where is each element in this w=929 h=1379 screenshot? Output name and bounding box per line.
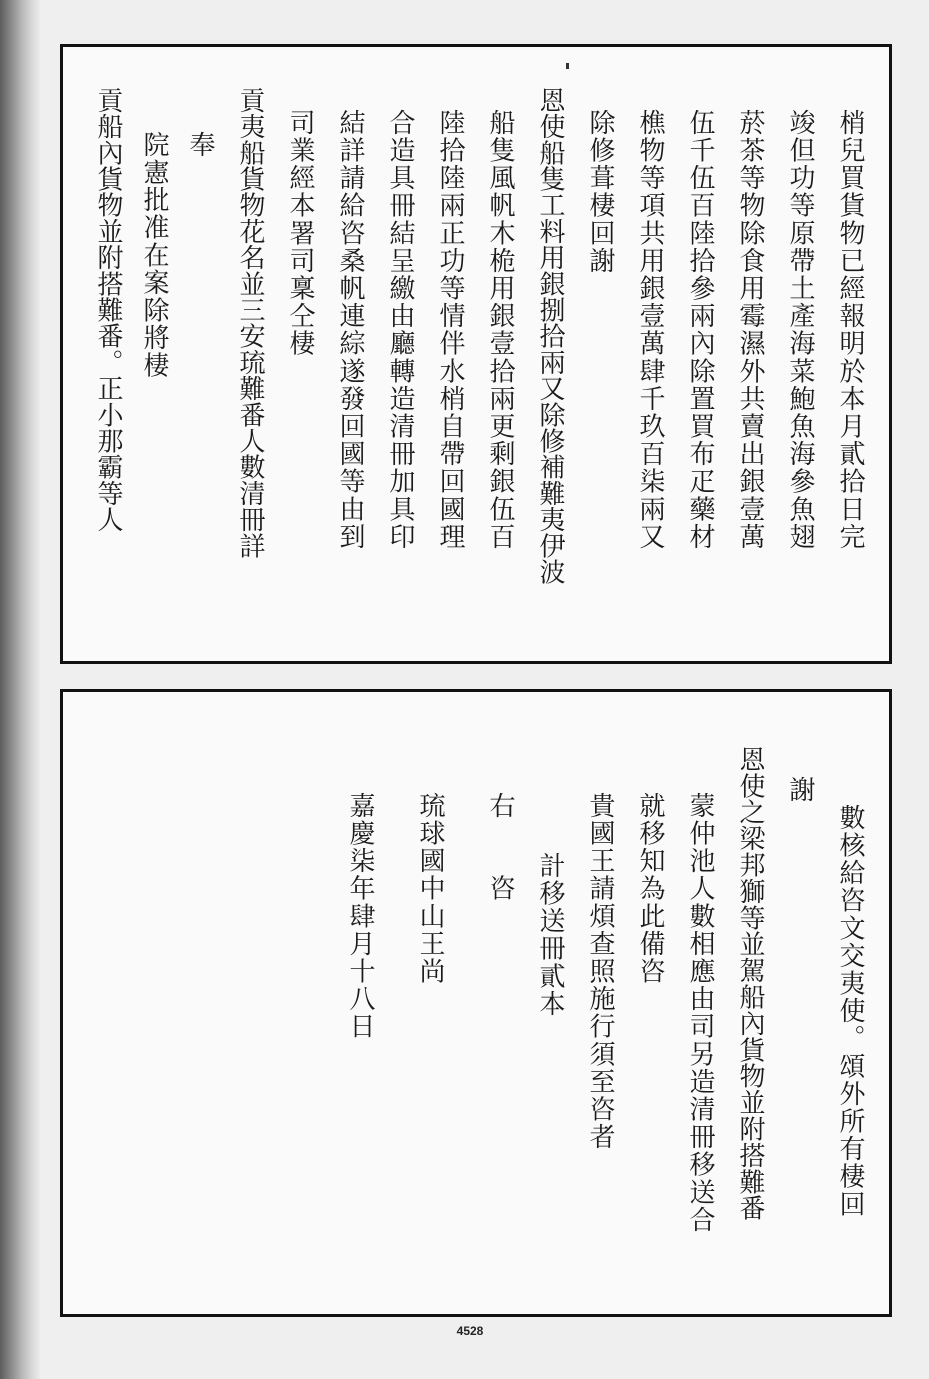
text-column: 恩使之梁邦獅等並駕船內貨物並附搭難番 bbox=[735, 746, 765, 1222]
text-column: 伍千伍百陸拾參兩內除置買布疋藥材 bbox=[685, 109, 715, 551]
text-column: 貴國王請煩查照施行須至咨者 bbox=[585, 792, 615, 1151]
document-panel-bottom bbox=[60, 689, 892, 1317]
text-column: 院憲批准在案除將棲 bbox=[139, 131, 169, 380]
text-column: 結詳請給咨桑帆連綜遂發回國等由到 bbox=[335, 109, 365, 551]
text-column: 陸拾陸兩正功等情伴水梢自帶回國理 bbox=[435, 109, 465, 551]
text-column: 就移知為此備咨 bbox=[635, 792, 665, 986]
text-column: 奉 bbox=[185, 131, 215, 159]
text-column: 右 咨 bbox=[485, 792, 515, 903]
text-columns-top bbox=[63, 47, 889, 661]
text-column: 樵物等項共用銀壹萬肆千玖百柒兩又 bbox=[635, 109, 665, 551]
text-column: 梢兒買貨物已經報明於本月貳拾日完 bbox=[835, 109, 865, 551]
text-columns-bottom bbox=[63, 692, 889, 1314]
text-column: 合造具冊結呈繳由廳轉造清冊加具印 bbox=[385, 109, 415, 551]
text-column: 恩使船隻工料用銀捌拾兩又除修補難夷伊波 bbox=[535, 87, 565, 585]
ink-speck bbox=[566, 63, 569, 69]
text-column: 竣但功等原帶土產海菜鮑魚海參魚翅 bbox=[785, 109, 815, 551]
page-number: 4528 bbox=[456, 1324, 484, 1338]
text-column: 數核給咨文交夷使。頌外所有棲回 bbox=[835, 804, 865, 1218]
text-column: 蒙仲池人數相應由司另造清冊移送合 bbox=[685, 792, 715, 1234]
text-column: 除修葺棲回謝 bbox=[585, 109, 615, 275]
text-column: 貢夷船貨物花名並三安琉難番人數清冊詳 bbox=[235, 87, 265, 559]
text-column: 計移送冊貳本 bbox=[535, 852, 565, 1018]
document-panel-top bbox=[60, 44, 892, 664]
text-column: 司業經本署司稟仝棲 bbox=[285, 109, 315, 358]
text-column: 船隻風帆木桅用銀壹拾兩更剩銀伍百 bbox=[485, 109, 515, 551]
text-column: 嘉慶柒年肆月十八日 bbox=[345, 792, 375, 1041]
text-column: 謝 bbox=[785, 776, 815, 804]
book-binding-shadow bbox=[0, 0, 40, 1379]
text-column: 菸茶等物除食用霉濕外共賣出銀壹萬 bbox=[735, 109, 765, 551]
text-column: 琉球國中山王尚 bbox=[415, 792, 445, 986]
text-column: 貢船內貨物並附搭難番。正小那霸等人 bbox=[93, 87, 123, 533]
